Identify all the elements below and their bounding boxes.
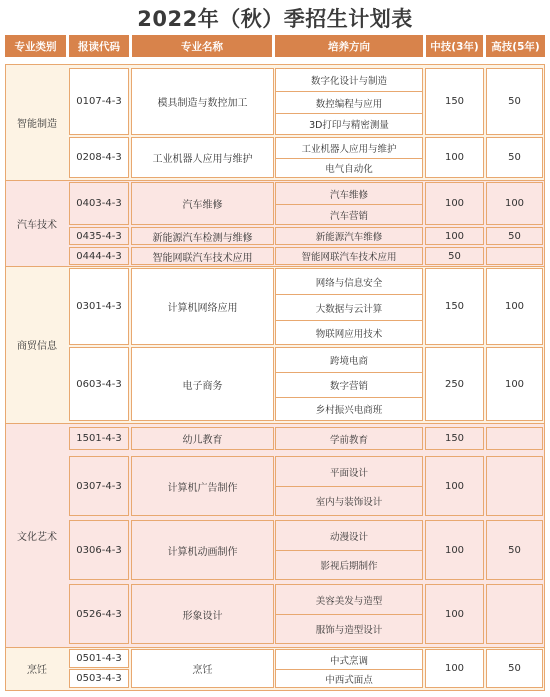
table-row-mid: 50: [425, 247, 484, 265]
category-culture-art: 文化艺术: [17, 531, 57, 543]
table-row-mid: 100: [425, 182, 484, 225]
direction-item: 室内与装饰设计: [275, 486, 423, 516]
direction-item: 3D打印与精密测量: [275, 113, 423, 135]
divider: [6, 266, 544, 267]
table-row-mid: 100: [425, 649, 484, 688]
direction-item: 美容美发与造型: [275, 584, 423, 614]
category-cooking: 烹饪: [27, 665, 47, 676]
table-row-mid: 150: [425, 268, 484, 345]
direction-item: 乡村振兴电商班: [275, 397, 423, 421]
table-row-code: 0208-4-3: [69, 137, 129, 178]
header-high-level: 高技(5年): [486, 35, 545, 57]
direction-item: 跨境电商: [275, 347, 423, 372]
header-direction: 培养方向: [275, 35, 423, 57]
direction-item: 平面设计: [275, 456, 423, 486]
table-row-code: 0503-4-3: [69, 669, 129, 688]
table-row-code: 0444-4-3: [69, 247, 129, 265]
divider: [6, 423, 544, 424]
direction-item: 数控编程与应用: [275, 91, 423, 113]
table-row-code: 0501-4-3: [69, 649, 129, 668]
table-row-name: 工业机器人应用与维护: [131, 137, 274, 178]
page-title: 2022年（秋）季招生计划表: [137, 7, 413, 31]
table-row-name: 计算机动画制作: [131, 520, 274, 580]
table-row-mid: 100: [425, 584, 484, 644]
direction-item: 智能网联汽车技术应用: [275, 247, 423, 265]
table-row-name: 烹饪: [131, 649, 274, 688]
table-row-name: 计算机广告制作: [131, 456, 274, 516]
table-row-name: 模具制造与数控加工: [131, 68, 274, 135]
table-row-name: 计算机网络应用: [131, 268, 274, 345]
table-row-mid: 100: [425, 520, 484, 580]
table-row-high: [486, 427, 543, 450]
direction-item: 新能源汽车维修: [275, 227, 423, 245]
table-row-code: 0526-4-3: [69, 584, 129, 644]
direction-item: 大数据与云计算: [275, 294, 423, 320]
header-code: 报读代码: [69, 35, 129, 57]
direction-item: 数字化设计与制造: [275, 68, 423, 91]
direction-item: 动漫设计: [275, 520, 423, 550]
table-row-name: 智能网联汽车技术应用: [131, 247, 274, 265]
direction-item: 数字营销: [275, 372, 423, 397]
table-row-code: 0435-4-3: [69, 227, 129, 245]
header-mid-level: 中技(3年): [426, 35, 483, 57]
table-row-high: 50: [486, 520, 543, 580]
direction-item: 影视后期制作: [275, 550, 423, 580]
category-auto-tech: 汽车技术: [17, 219, 57, 231]
category-intelligent-manufacturing: 智能制造: [17, 119, 57, 130]
category-commerce-info: 商贸信息: [17, 341, 57, 352]
table-row-high: 50: [486, 137, 543, 178]
table-row-name: 电子商务: [131, 347, 274, 421]
direction-item: 汽车维修: [275, 182, 423, 204]
table-row-code: 0307-4-3: [69, 456, 129, 516]
direction-item: 服饰与造型设计: [275, 614, 423, 644]
table-row-mid: 250: [425, 347, 484, 421]
table-row-high: 100: [486, 347, 543, 421]
direction-item: 电气自动化: [275, 158, 423, 178]
header-major-name: 专业名称: [132, 35, 272, 57]
table-row-name: 新能源汽车检测与维修: [131, 227, 274, 245]
table-row-code: 1501-4-3: [69, 427, 129, 450]
table-row-high: [486, 456, 543, 516]
table-row-mid: 100: [425, 137, 484, 178]
table-row-high: 50: [486, 227, 543, 245]
table-row-mid: 150: [425, 68, 484, 135]
direction-item: 中西式面点: [275, 669, 423, 688]
table-row-high: 100: [486, 182, 543, 225]
table-row-name: 幼儿教育: [131, 427, 274, 450]
table-row-code: 0306-4-3: [69, 520, 129, 580]
table-row-code: 0603-4-3: [69, 347, 129, 421]
header-category: 专业类别: [5, 35, 66, 57]
direction-item: 学前教育: [275, 427, 423, 450]
table-row-code: 0107-4-3: [69, 68, 129, 135]
direction-item: 网络与信息安全: [275, 268, 423, 294]
table-row-code: 0301-4-3: [69, 268, 129, 345]
table-row-high: [486, 584, 543, 644]
table-row-high: 50: [486, 649, 543, 688]
direction-item: 物联网应用技术: [275, 320, 423, 345]
direction-item: 汽车营销: [275, 204, 423, 225]
table-row-high: 100: [486, 268, 543, 345]
table-row-mid: 150: [425, 427, 484, 450]
divider: [6, 180, 544, 181]
direction-item: 中式烹调: [275, 649, 423, 669]
direction-item: 工业机器人应用与维护: [275, 137, 423, 158]
table-row-name: 形象设计: [131, 584, 274, 644]
table-row-high: 50: [486, 68, 543, 135]
table-row-mid: 100: [425, 227, 484, 245]
table-row-name: 汽车维修: [131, 182, 274, 225]
table-row-code: 0403-4-3: [69, 182, 129, 225]
table-row-mid: 100: [425, 456, 484, 516]
table-row-high: [486, 247, 543, 265]
divider: [6, 647, 544, 648]
